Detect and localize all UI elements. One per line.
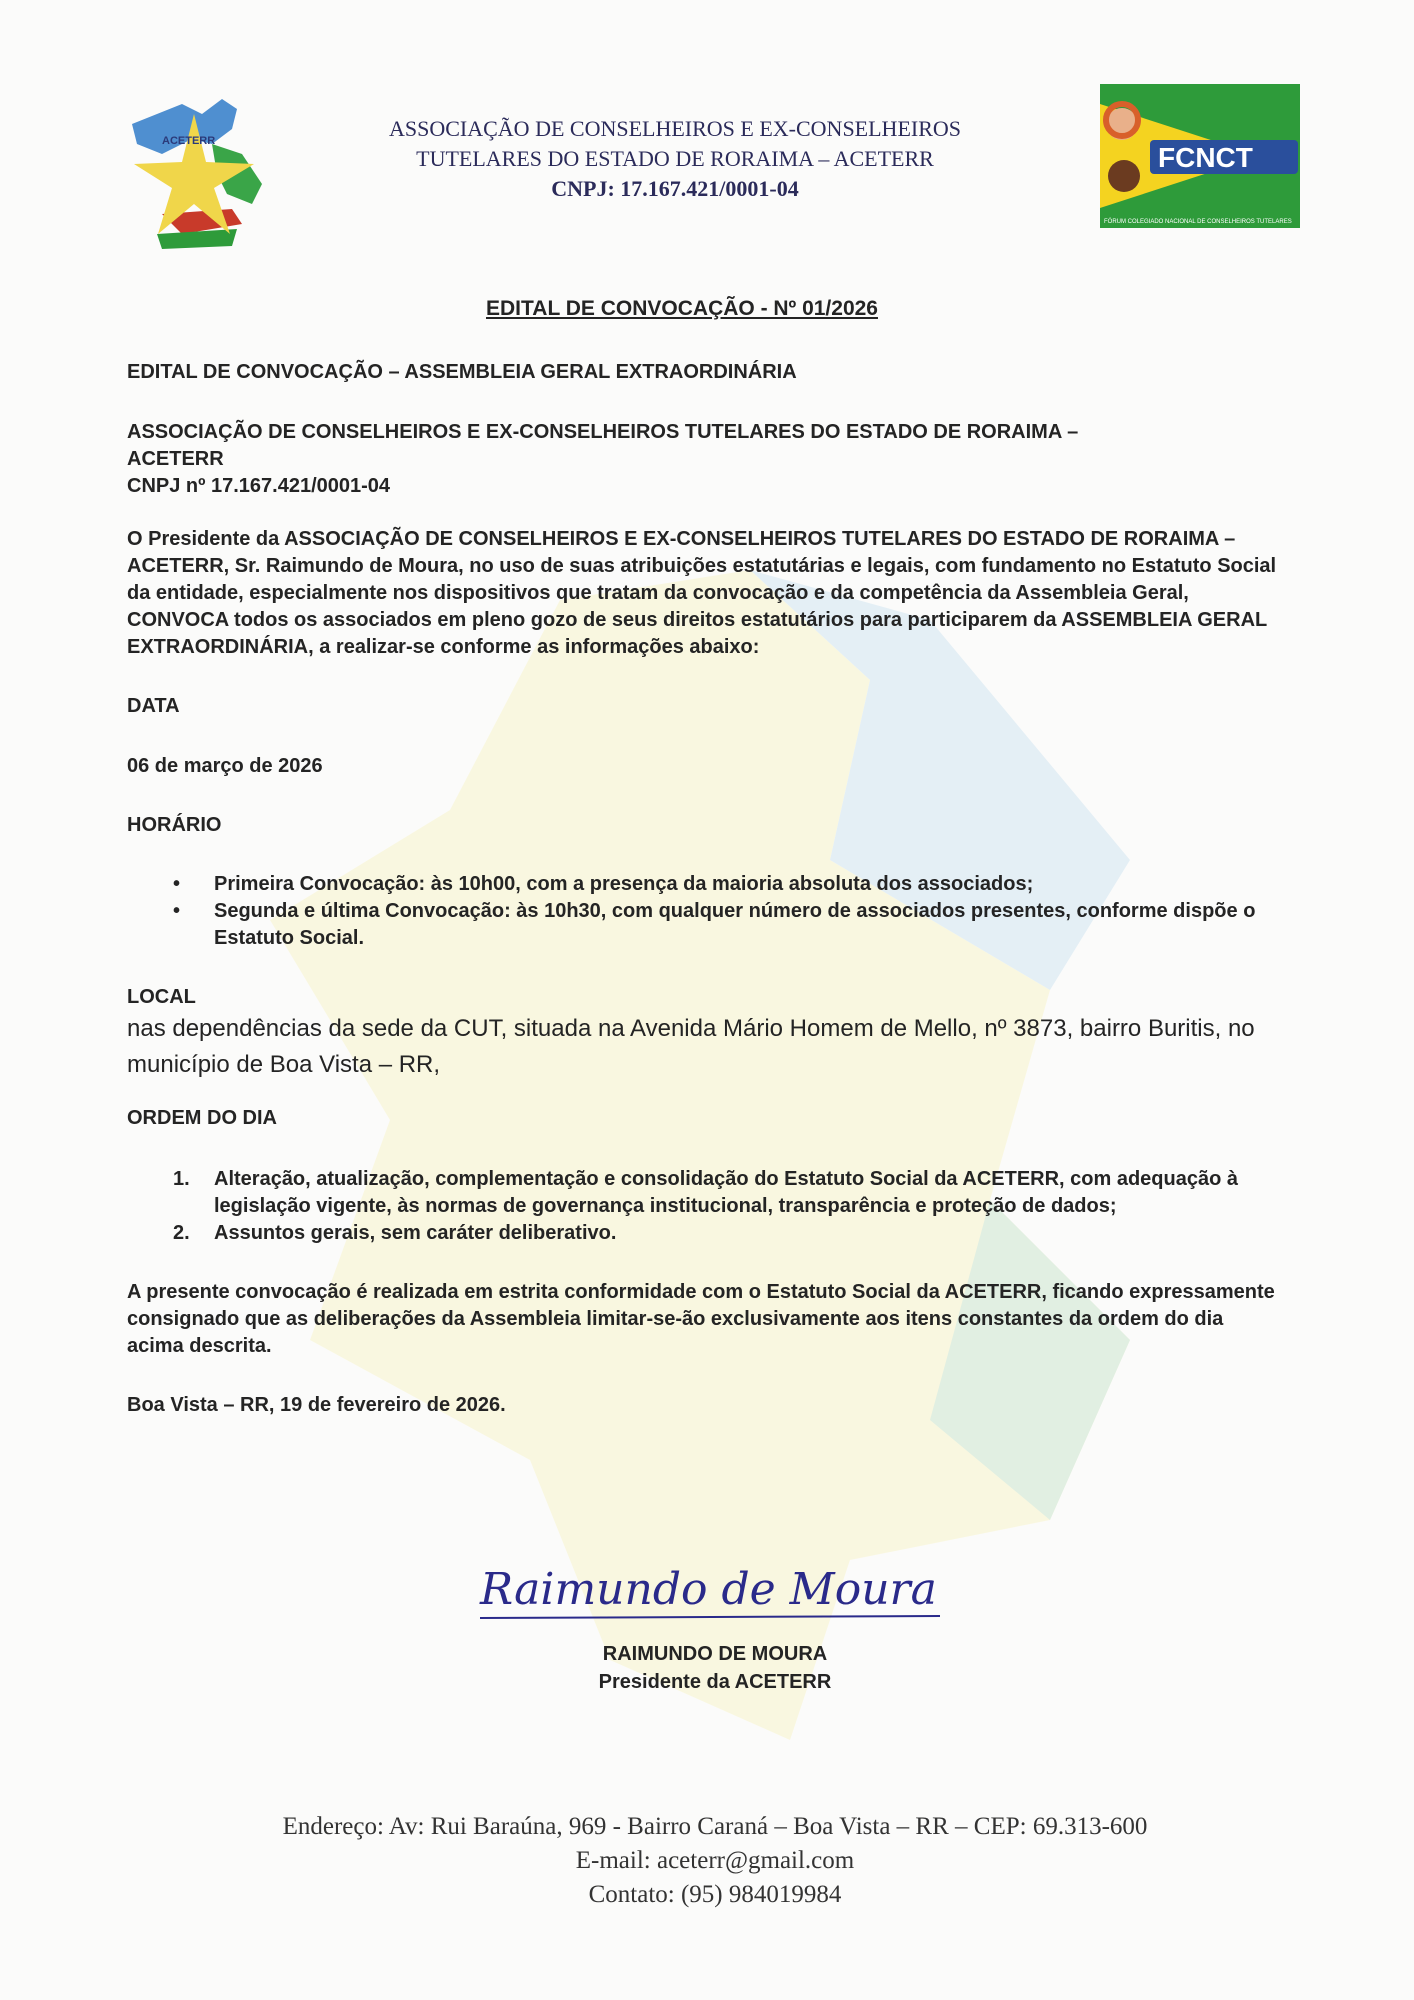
org-line-2: ACETERR <box>127 448 224 470</box>
data-value: 06 de março de 2026 <box>127 755 323 777</box>
data-label: DATA <box>127 695 180 717</box>
signer-block <box>560 1640 870 1696</box>
list-item: 1. Alteração, atualização, complementação e consolidação do Estatuto Social da ACETERR, com adequação à legislação vigente, às normas de governança institucional, transparência e proteção de dados; <box>173 1168 1238 1217</box>
list-item: 2. Assuntos gerais, sem caráter deliberativo. <box>173 1222 617 1244</box>
aceterr-logo <box>122 84 272 249</box>
org-line-1: ASSOCIAÇÃO DE CONSELHEIROS E EX-CONSELHEIROS TUTELARES DO ESTADO DE RORAIMA – <box>127 421 1079 443</box>
closing-paragraph: A presente convocação é realizada em estrita conformidade com o Estatuto Social da ACETERR, ficando expressamente consignado que as deliberações da Assembleia limitar-se-ão exclusivamente aos itens constantes da ordem do dia acima descrita. <box>127 1281 1275 1357</box>
svg-text:Raimundo de Moura: Raimundo de Moura <box>480 1564 937 1615</box>
document-body <box>127 295 1277 1419</box>
fcnct-logo <box>1100 84 1300 228</box>
footer-address: Endereço: Av: Rui Baraúna, 969 - Bairro Caraná – Boa Vista – RR – CEP: 69.313-600 <box>282 1813 1148 1840</box>
signer-role: Presidente da ACETERR <box>598 1671 832 1693</box>
signer-name: RAIMUNDO DE MOURA <box>602 1643 828 1665</box>
ordem-label: ORDEM DO DIA <box>127 1107 277 1129</box>
intro-paragraph: O Presidente da ASSOCIAÇÃO DE CONSELHEIROS E EX-CONSELHEIROS TUTELARES DO ESTADO DE RORAIMA – ACETERR, Sr. Raimundo de Moura, no uso de suas atribuições estatutárias e legais, com fundamento no Estatuto Social da entidade, especialmente nos dispositivos que tratam da convocação e da competência da Assembleia Geral, CONVOCA todos os associados em pleno gozo de seus direitos estatutários para participarem da ASSEMBLEIA GERAL EXTRAORDINÁRIA, a realizar-se conforme as informações abaixo: <box>127 528 1277 658</box>
horario-list <box>127 871 1277 952</box>
subtitle: EDITAL DE CONVOCAÇÃO – ASSEMBLEIA GERAL EXTRAORDINÁRIA <box>127 361 797 383</box>
letterhead-line-2: TUTELARES DO ESTADO DE RORAIMA – ACETERR <box>416 146 934 171</box>
logo-right-caption: FÓRUM COLEGIADO NACIONAL DE CONSELHEIROS TUTELARES <box>1104 219 1292 225</box>
local-label: LOCAL <box>127 986 196 1008</box>
list-item: • Primeira Convocação: às 10h00, com a presença da maioria absoluta dos associados; <box>214 871 1277 898</box>
letterhead-cnpj: CNPJ: 17.167.421/0001-04 <box>551 176 799 201</box>
organization-block <box>127 419 1277 500</box>
horario-label: HORÁRIO <box>127 814 222 836</box>
footer-email: E-mail: aceterr@gmail.com <box>575 1847 855 1874</box>
child-face-icon-2 <box>1108 160 1140 192</box>
handwritten-signature <box>470 1552 950 1632</box>
logo-left-text: ACETERR <box>162 135 216 147</box>
letterhead-line-1: ASSOCIAÇÃO DE CONSELHEIROS E EX-CONSELHEIROS <box>388 116 962 141</box>
logo-right-text: FCNCT <box>1158 142 1253 173</box>
footer <box>150 1810 1280 1912</box>
list-item: • Segunda e última Convocação: às 10h30, com qualquer número de associados presentes, conforme dispõe o Estatuto Social. <box>214 898 1277 952</box>
edital-title: EDITAL DE CONVOCAÇÃO - Nº 01/2026 <box>486 297 878 320</box>
local-value: nas dependências da sede da CUT, situada na Avenida Mário Homem de Mello, nº 3873, bairro Buritis, no município de Boa Vista – RR, <box>127 1015 1255 1078</box>
footer-contact: Contato: (95) 984019984 <box>588 1881 842 1908</box>
org-cnpj: CNPJ nº 17.167.421/0001-04 <box>127 475 391 497</box>
place-date: Boa Vista – RR, 19 de fevereiro de 2026. <box>127 1394 506 1416</box>
letterhead <box>290 114 1060 204</box>
ordem-list <box>127 1166 1277 1247</box>
